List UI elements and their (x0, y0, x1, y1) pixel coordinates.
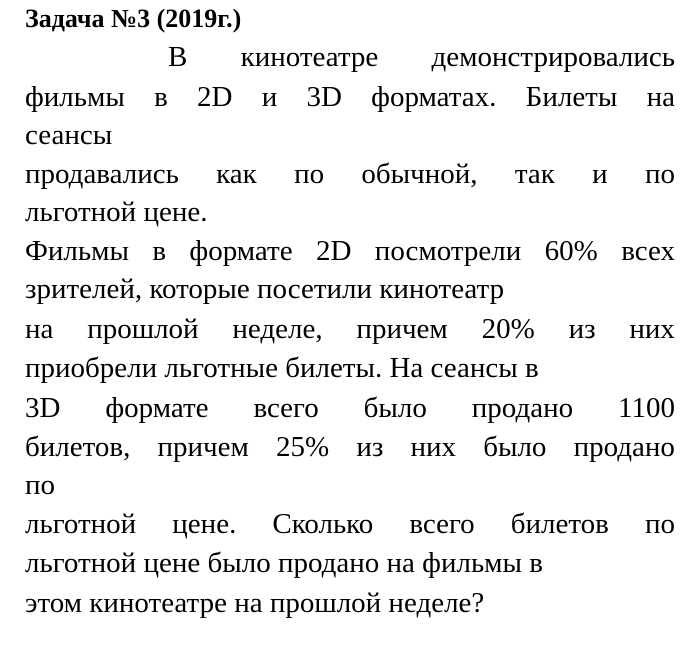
text-line-11 (25, 429, 675, 465)
text-word: льготной (25, 508, 137, 540)
text-line-9: приобрели льготные билеты. На сеансы в (25, 352, 539, 384)
text-word: 2D (197, 81, 233, 113)
text-word: 2D (315, 235, 352, 267)
text-word: продано (471, 392, 574, 424)
text-word: по (644, 158, 675, 190)
text-word: из (568, 313, 596, 345)
text-word: в (152, 235, 167, 267)
text-word: неделе, (232, 313, 323, 345)
text-line-8 (25, 311, 675, 347)
text-word: цене. (172, 508, 237, 540)
text-line-14: льготной цене было продано на фильмы в (25, 547, 543, 579)
text-word: было (483, 431, 547, 463)
text-word: фильмы (25, 81, 125, 113)
text-word: Билеты (525, 81, 618, 113)
text-word: 60% (544, 235, 598, 267)
text-line-6 (25, 233, 675, 269)
text-word: всего (409, 508, 475, 540)
text-word: всего (253, 392, 319, 424)
text-word: 20% (481, 313, 535, 345)
text-word: причем (157, 431, 249, 463)
text-word: было (363, 392, 427, 424)
text-word: формате (189, 235, 293, 267)
text-line-4 (25, 156, 675, 192)
text-word: продавались (25, 158, 179, 190)
text-word: на (25, 313, 54, 345)
text-word: продано (573, 431, 675, 463)
text-word: 3D (25, 392, 61, 424)
text-line-5: льготной цене. (25, 196, 208, 228)
text-word: форматах. (371, 81, 497, 113)
text-word: Фильмы (25, 235, 129, 267)
text-word: из (356, 431, 384, 463)
text-word: всех (621, 235, 675, 267)
text-line-3: сеансы (25, 119, 113, 151)
text-word: 3D (306, 81, 342, 113)
text-word: них (629, 313, 675, 345)
text-line-13 (25, 506, 675, 542)
text-word: кинотеатре (240, 41, 379, 73)
text-word: билетов (510, 508, 609, 540)
text-line-12: по (25, 469, 56, 501)
text-word: и (261, 81, 278, 113)
text-word: Сколько (272, 508, 374, 540)
text-word: по (644, 508, 675, 540)
text-word: прошлой (87, 313, 199, 345)
text-word: как (216, 158, 257, 190)
text-line-2 (25, 79, 675, 115)
text-line-7: зрителей, которые посетили кинотеатр (25, 273, 505, 305)
text-word: 25% (276, 431, 330, 463)
task-title: Задача №3 (2019г.) (25, 4, 242, 33)
text-word: на (646, 81, 675, 113)
text-line-10 (25, 390, 675, 426)
text-word: билетов, (25, 431, 131, 463)
text-word: по (294, 158, 325, 190)
text-word: причем (356, 313, 448, 345)
text-word: и (592, 158, 608, 190)
text-word: обычной, (361, 158, 478, 190)
text-word: так (514, 158, 555, 190)
text-line-1 (168, 39, 675, 75)
text-word: формате (105, 392, 209, 424)
text-line-15: этом кинотеатре на прошлой неделе? (25, 587, 485, 619)
text-word: них (410, 431, 457, 463)
text-word: В (168, 41, 188, 73)
text-word: демонстрировались (431, 41, 675, 73)
text-word: посмотрели (374, 235, 522, 267)
text-word: в (154, 81, 168, 113)
text-word: 1100 (618, 392, 675, 424)
